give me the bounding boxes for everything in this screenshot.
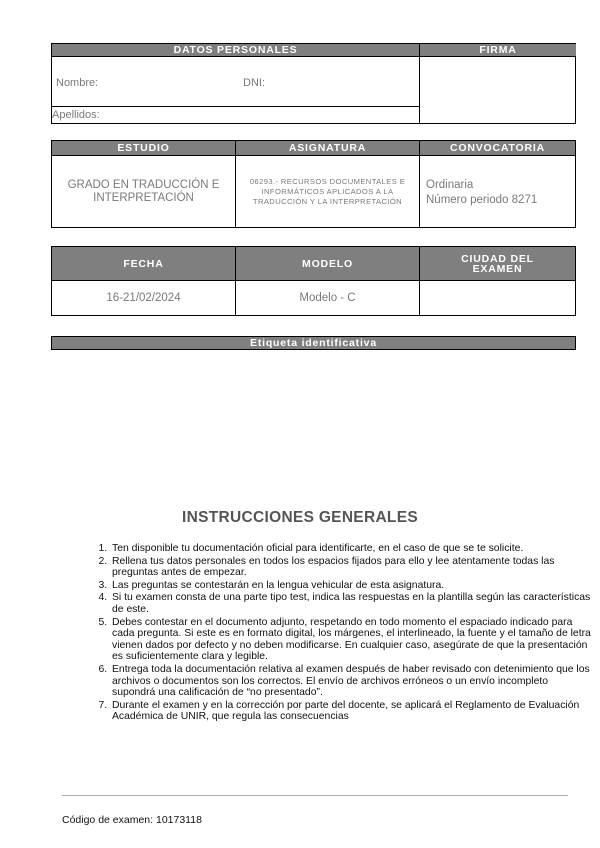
list-item: 4. Si tu examen consta de una parte tipo test, indica las respuestas en la plantilla según las características de este. bbox=[110, 592, 592, 615]
call-header: CONVOCATORIA bbox=[420, 141, 575, 155]
model-header: MODELO bbox=[236, 247, 419, 280]
date-value: 16-21/02/2024 bbox=[106, 292, 181, 304]
identification-label-bar: Etiqueta identificativa bbox=[51, 336, 576, 350]
list-item: 5. Debes contestar en el documento adjunto, respetando en todo momento el espaciado indicado para cada pregunta. Si este es en formato digital, los márgenes, el interlineado, la fuente y el tamaño de letra vienen dados por defecto y no deben modificarse. En cualquier caso, asegúrate de que la presentación es suficientemente clara y legible. bbox=[110, 617, 592, 663]
call-type: Ordinaria bbox=[426, 179, 474, 191]
signature-box[interactable] bbox=[420, 57, 575, 123]
instructions-list bbox=[88, 543, 592, 724]
list-item: 2. Rellena tus datos personales en todos los espacios fijados para ello y lee atentamente todas las preguntas antes de empezar. bbox=[110, 556, 592, 579]
list-item: 7. Durante el examen y en la corrección por parte del docente, se aplicará el Reglamento de Evaluación Académica de UNIR, que regula las consecuencias bbox=[110, 700, 592, 723]
instructions-title: INSTRUCCIONES GENERALES bbox=[182, 509, 418, 526]
study-header: ESTUDIO bbox=[52, 141, 235, 155]
personal-data-header: DATOS PERSONALES bbox=[52, 44, 419, 56]
list-item: 6. Entrega toda la documentación relativa al examen después de haber revisado con detenimiento que los archivos o documentos son los correctos. El envío de archivos erróneos o un envío incompleto supondrá una calificación de “no presentado”. bbox=[110, 664, 592, 699]
call-period: Número periodo 8271 bbox=[426, 194, 538, 206]
date-header: FECHA bbox=[52, 247, 235, 280]
name-field-label[interactable]: Nombre: bbox=[56, 77, 99, 89]
subject-value: 06293.- RECURSOS DOCUMENTALES E INFORMÁTICOS APLICADOS A LA TRADUCCIÓN Y LA INTERPRETACIÓN bbox=[249, 176, 406, 206]
subject-header: ASIGNATURA bbox=[236, 141, 419, 155]
exam-table bbox=[51, 246, 576, 316]
signature-header: FIRMA bbox=[420, 44, 576, 56]
dni-field-label[interactable]: DNI: bbox=[243, 77, 265, 89]
course-table bbox=[51, 140, 576, 228]
personal-data-table bbox=[51, 43, 576, 124]
exam-code: Código de examen: 10173118 bbox=[62, 814, 202, 826]
surname-field-label[interactable]: Apellidos: bbox=[52, 109, 100, 121]
list-item: 1. Ten disponible tu documentación oficial para identificarte, en el caso de que se te solicite. bbox=[110, 543, 592, 555]
study-value: GRADO EN TRADUCCIÓN E INTERPRETACIÓN bbox=[67, 178, 220, 204]
city-value[interactable] bbox=[420, 281, 575, 315]
list-item: 3. Las preguntas se contestarán en la lengua vehicular de esta asignatura. bbox=[110, 580, 592, 592]
model-value: Modelo - C bbox=[299, 292, 356, 304]
footer-divider bbox=[62, 795, 568, 796]
city-header: CIUDAD DEL EXAMEN bbox=[420, 247, 575, 280]
